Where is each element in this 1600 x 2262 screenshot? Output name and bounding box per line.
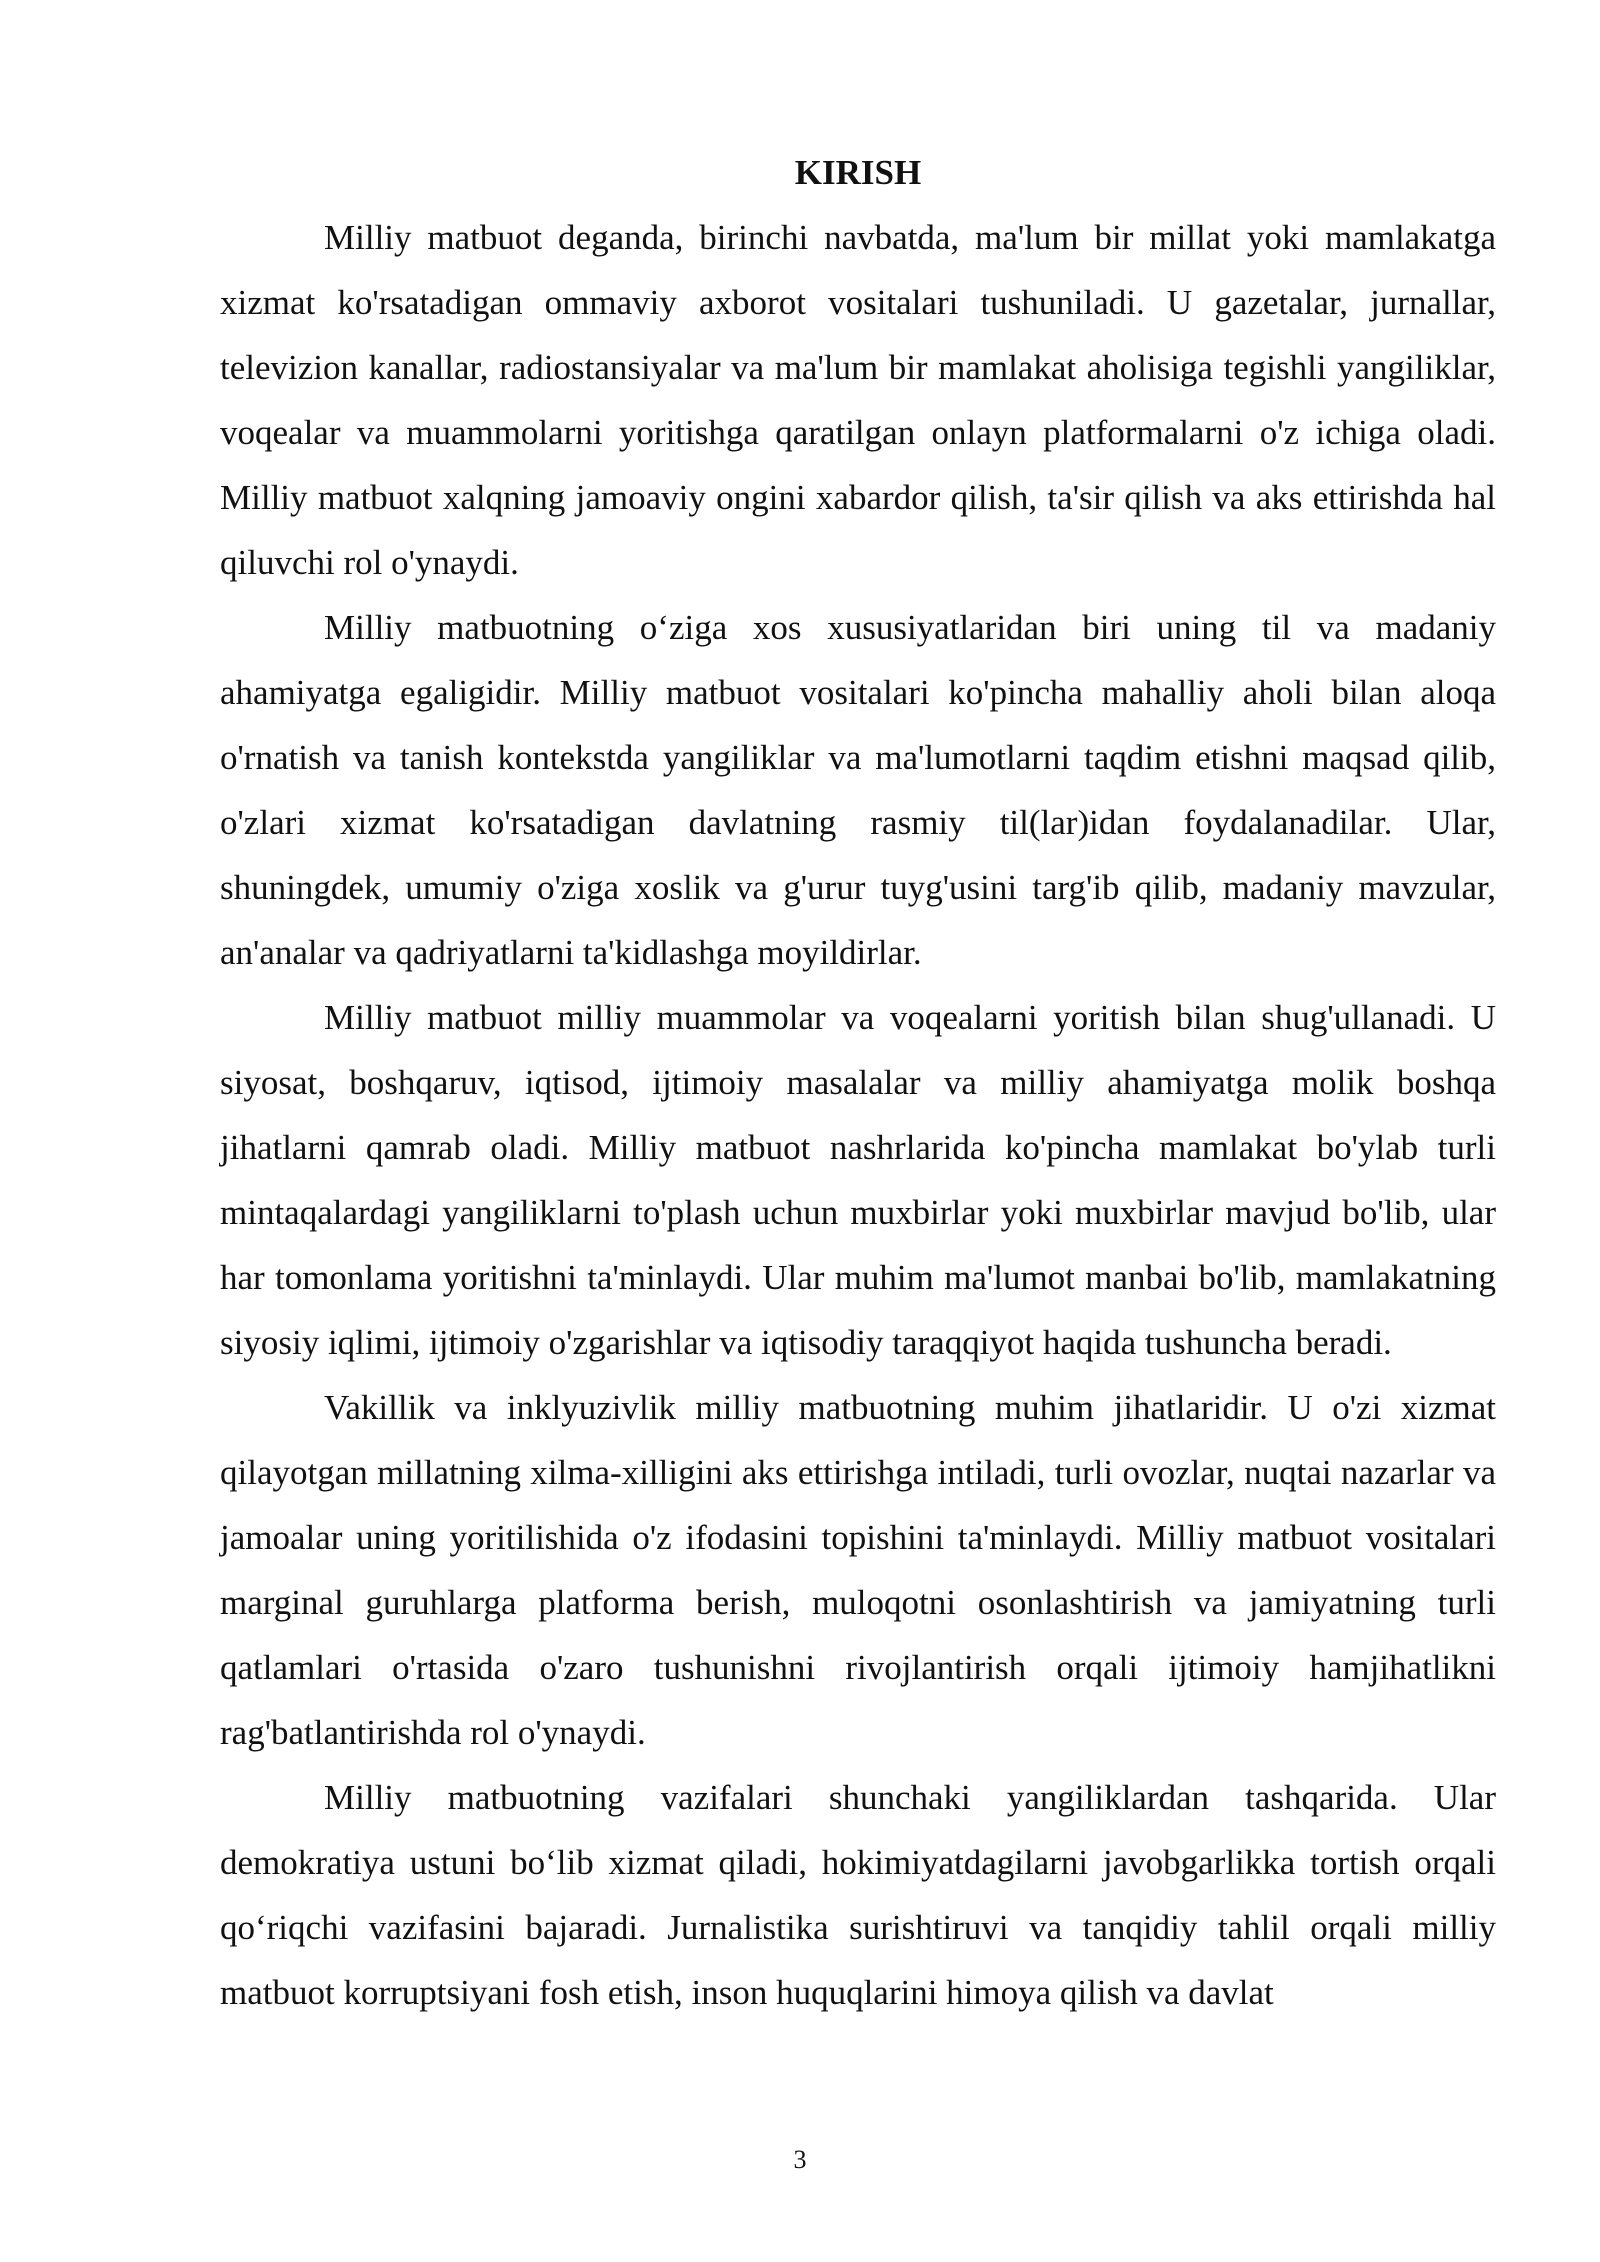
paragraph-5: Milliy matbuotning vazifalari shunchaki yangiliklardan tashqarida. Ular demokratiya ustuni bo‘lib xizmat qiladi, hokimiyatdagilarni javobgarlikka tortish orqali qo‘riqchi vazifasini bajaradi. Jurnalistika surishtiruvi va tanqidiy tahlil orqali milliy matbuot korruptsiyani fosh etish, inson huquqlarini himoya qilish va davlat	[220, 1778, 1496, 2012]
paragraph-1: Milliy matbuot deganda, birinchi navbatda, ma'lum bir millat yoki mamlakatga xizmat ko'rsatadigan ommaviy axborot vositalari tushuniladi. U gazetalar, jurnallar, televizion kanallar, radiostansiyalar va ma'lum bir mamlakat aholisiga tegishli yangiliklar, voqealar va muammolarni yoritishga qaratilgan onlayn platformalarni o'z ichiga oladi. Milliy matbuot xalqning jamoaviy ongini xabardor qilish, ta'sir qilish va aks ettirishda hal qiluvchi rol o'ynaydi.	[220, 218, 1496, 582]
paragraph-3: Milliy matbuot milliy muammolar va voqealarni yoritish bilan shug'ullanadi. U siyosat, boshqaruv, iqtisod, ijtimoiy masalalar va milliy ahamiyatga molik boshqa jihatlarni qamrab oladi. Milliy matbuot nashrlarida ko'pincha mamlakat bo'ylab turli mintaqalardagi yangiliklarni to'plash uchun muxbirlar yoki muxbirlar mavjud bo'lib, ular har tomonlama yoritishni ta'minlaydi. Ular muhim ma'lumot manbai bo'lib, mamlakatning siyosiy iqlimi, ijtimoiy o'zgarishlar va iqtisodiy taraqqiyot haqida tushuncha beradi.	[220, 998, 1496, 1362]
page-number: 3	[793, 2145, 807, 2174]
section-heading: KIRISH	[794, 153, 922, 192]
paragraph-2: Milliy matbuotning o‘ziga xos xususiyatlaridan biri uning til va madaniy ahamiyatga egaligidir. Milliy matbuot vositalari ko'pincha mahalliy aholi bilan aloqa o'rnatish va tanish kontekstda yangiliklar va ma'lumotlarni taqdim etishni maqsad qilib, o'zlari xizmat ko'rsatadigan davlatning rasmiy til(lar)idan foydalanadilar. Ular, shuningdek, umumiy o'ziga xoslik va g'urur tuyg'usini targ'ib qilib, madaniy mavzular, an'analar va qadriyatlarni ta'kidlashga moyildirlar.	[220, 608, 1496, 972]
document-page	[220, 140, 1496, 2025]
paragraph-4: Vakillik va inklyuzivlik milliy matbuotning muhim jihatlaridir. U o'zi xizmat qilayotgan millatning xilma-xilligini aks ettirishga intiladi, turli ovozlar, nuqtai nazarlar va jamoalar uning yoritilishida o'z ifodasini topishini ta'minlaydi. Milliy matbuot vositalari marginal guruhlarga platforma berish, muloqotni osonlashtirish va jamiyatning turli qatlamlari o'rtasida o'zaro tushunishni rivojlantirish orqali ijtimoiy hamjihatlikni rag'batlantirishda rol o'ynaydi.	[220, 1388, 1496, 1752]
